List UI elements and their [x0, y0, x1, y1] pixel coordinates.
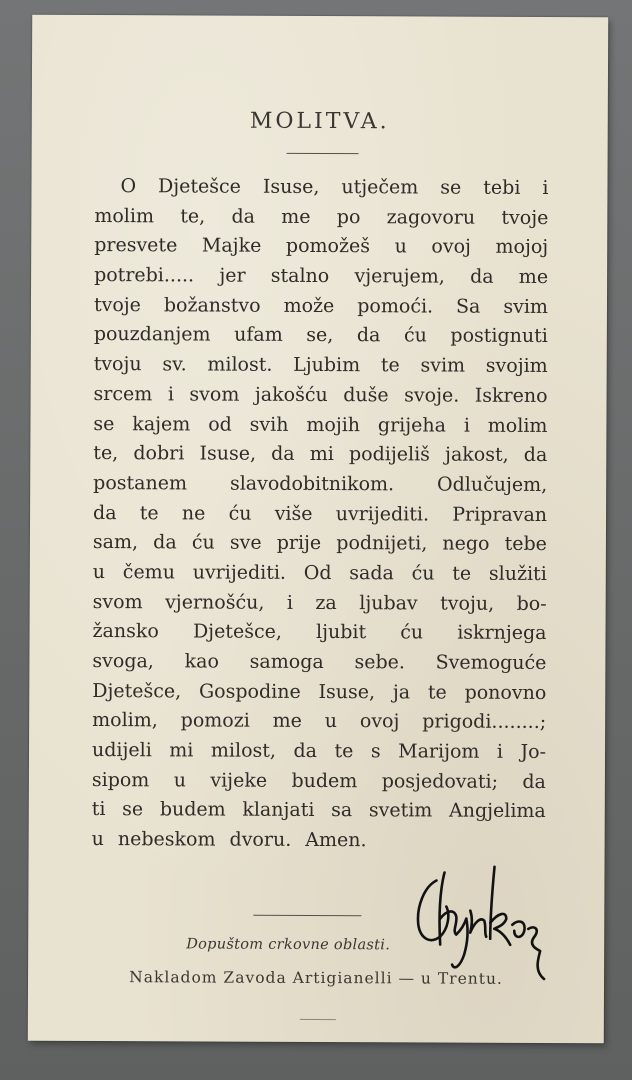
prayer-line: udijeli mi milost, da te s Marijom i Jo-: [91, 739, 547, 764]
prayer-line: O Djetešce Isuse, utječem se tebi i: [120, 175, 549, 200]
prayer-title: MOLITVA.: [249, 108, 390, 135]
prayer-line: molim, pomozi me u ovoj prigodi........;: [92, 709, 547, 734]
prayer-line: tvoju sv. milost. Ljubim te svim svojim: [93, 353, 548, 378]
prayer-card: [28, 15, 608, 1044]
prayer-line: potrebi..... jer stalno vjerujem, da me: [94, 264, 549, 289]
prayer-line: svom vjernošću, i za ljubav tvoju, bo-: [92, 590, 547, 615]
prayer-line: presvete Majke pomožeš u ovoj mojoj: [94, 234, 549, 259]
prayer-line: sipom u vijeke budem posjedovati; da: [91, 768, 546, 793]
prayer-text: [92, 172, 549, 857]
prayer-line-amen: u nebeskom dvoru. Amen.: [91, 828, 367, 852]
prayer-line: u čemu uvrijediti. Od sada ću te služiti: [92, 560, 547, 585]
prayer-line: te, dobri Isuse, da mi podijeliš jakost, da: [93, 442, 548, 467]
prayer-line: molim te, da me po zagovoru tvoje: [94, 204, 549, 229]
prayer-line: pouzdanjem ufam se, da ću postignuti: [93, 323, 548, 348]
bottom-mark: [300, 1019, 336, 1020]
church-approval-note: Dopuštom crkovne oblasti.: [186, 936, 391, 954]
prayer-line: srcem i svom jakošću duše svoje. Iskreno: [93, 382, 548, 407]
title-divider: [287, 153, 359, 154]
prayer-line: Djetešce, Gospodine Isuse, ja te ponovno: [92, 679, 547, 704]
prayer-line: da te ne ću više uvrijediti. Pripravan: [93, 501, 548, 526]
handwritten-signature: [410, 858, 551, 984]
prayer-line: se kajem od svih mojih grijeha i molim: [93, 412, 548, 437]
prayer-line: ti se budem klanjati sa svetim Angjelima: [91, 798, 546, 823]
prayer-line: sam, da ću sve prije podnijeti, nego tebe: [92, 531, 547, 556]
prayer-line: svoga, kao samoga sebe. Svemoguće: [92, 650, 547, 674]
publisher-line: Nakladom Zavoda Artigianelli — u Trentu.: [129, 968, 503, 988]
footer-divider: [253, 915, 361, 916]
prayer-line: tvoje božanstvo može pomoći. Sa svim: [93, 293, 549, 318]
prayer-line: žansko Djetešce, ljubit ću iskrnjega: [92, 620, 547, 645]
prayer-line: postanem slavodobitnikom. Odlučujem,: [93, 471, 548, 496]
